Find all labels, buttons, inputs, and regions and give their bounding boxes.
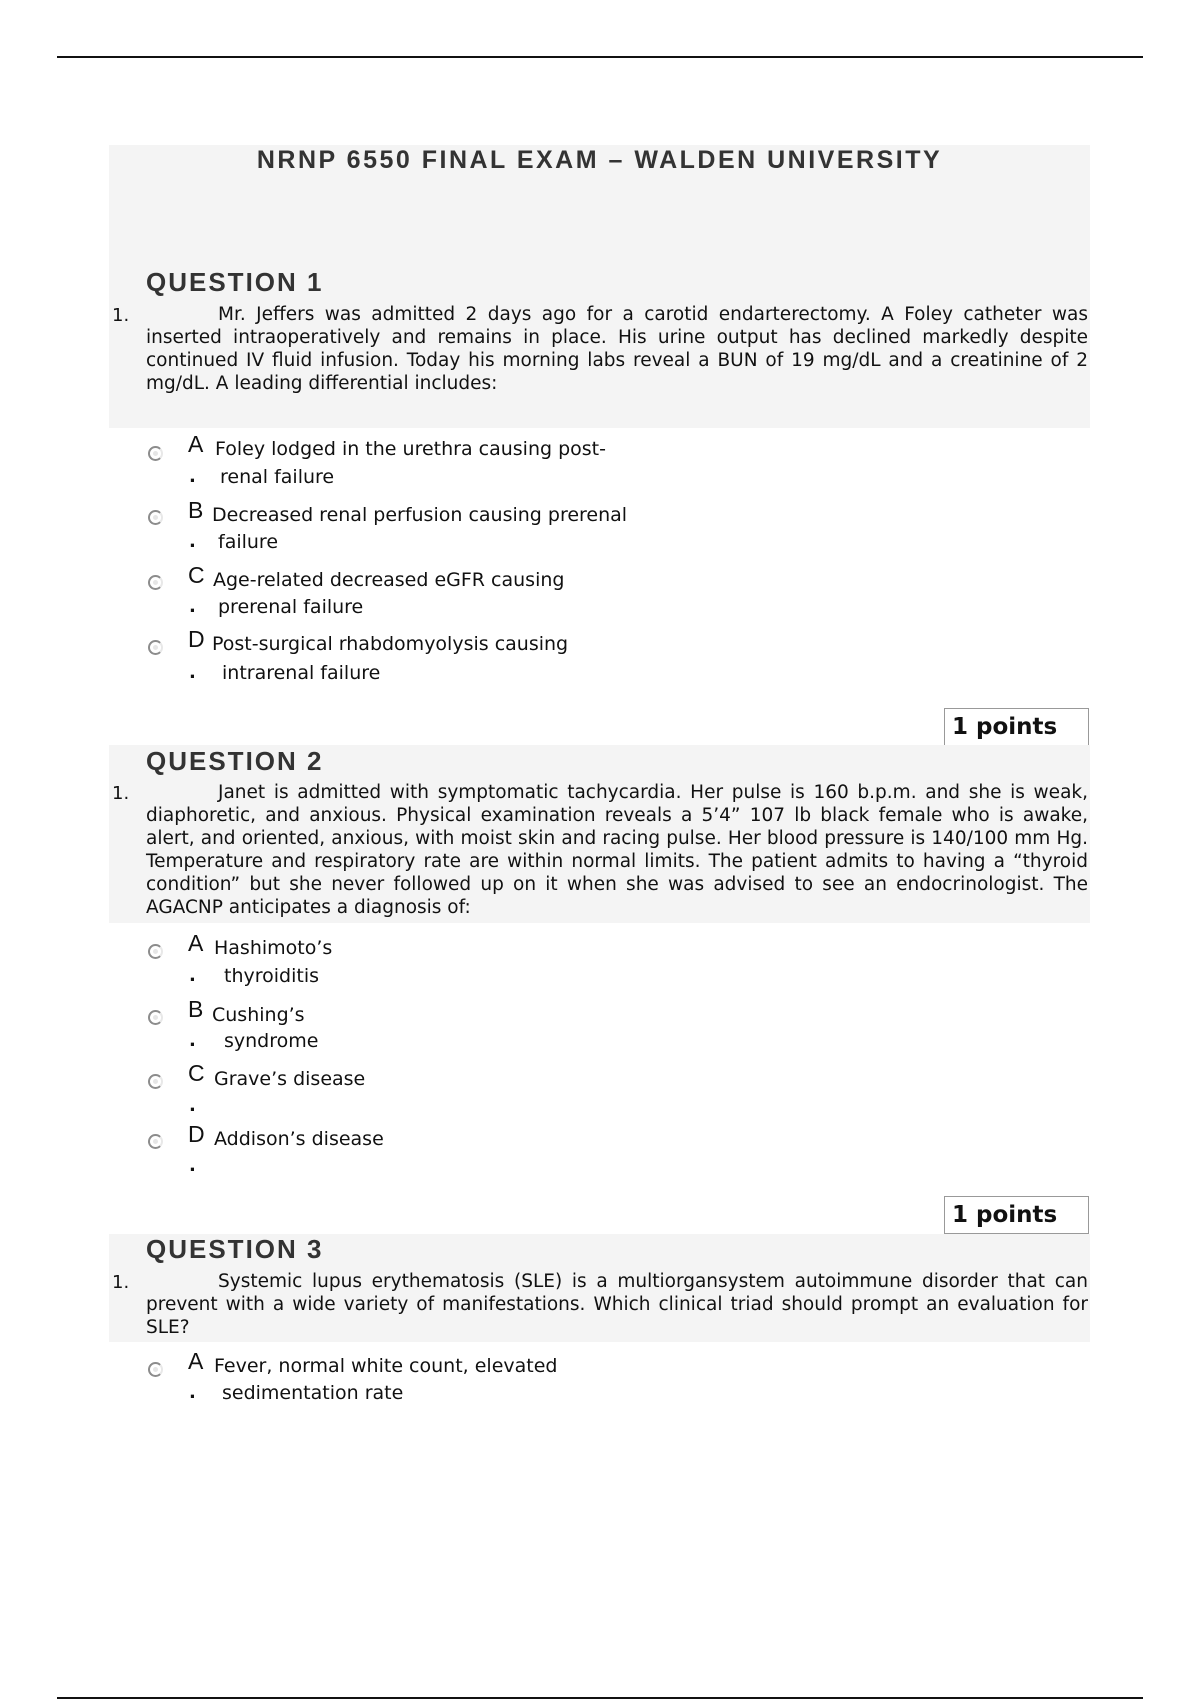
- question-2-points: 1 points: [944, 1196, 1089, 1234]
- q1-option-a-text[interactable]: Foley lodged in the urethra causing post-: [215, 438, 606, 460]
- exam-title: NRNP 6550 FINAL EXAM – WALDEN UNIVERSITY: [256, 146, 943, 174]
- q2-option-a-letter: A: [188, 930, 204, 956]
- question-3-text: Systemic lupus erythematosis (SLE) is a multiorgansystem autoimmune disorder that can prevent with a wide variety of manifestations. Which clinical triad should prompt an evaluation for SLE?: [146, 1271, 1088, 1338]
- q2-option-c-dot: .: [189, 1095, 196, 1116]
- q1-option-b-text[interactable]: Decreased renal perfusion causing prerenal: [212, 504, 628, 526]
- question-2-number: 1.: [112, 783, 130, 804]
- q2-option-b-dot: .: [189, 1030, 196, 1051]
- q2-option-d-letter: D: [188, 1121, 205, 1147]
- q2-option-d-text[interactable]: Addison’s disease: [214, 1128, 384, 1150]
- top-rule: [57, 56, 1143, 58]
- q1-option-b-dot: .: [189, 531, 196, 552]
- q2-option-b-text-2[interactable]: syndrome: [224, 1030, 319, 1052]
- q1-option-c-dot: .: [189, 596, 196, 617]
- question-1-number: 1.: [112, 305, 130, 326]
- q2-option-c-letter: C: [188, 1060, 205, 1086]
- q1-option-d-text[interactable]: Post-surgical rhabdomyolysis causing: [212, 633, 569, 655]
- q2-option-a-radio[interactable]: [148, 944, 163, 959]
- q1-option-d-radio[interactable]: [148, 640, 163, 655]
- q3-option-a-dot: .: [189, 1382, 196, 1403]
- q1-option-a-dot: .: [189, 466, 196, 487]
- q1-option-c-text[interactable]: Age-related decreased eGFR causing: [213, 569, 565, 591]
- question-1-points: 1 points: [944, 708, 1089, 746]
- q3-option-a-radio[interactable]: [148, 1362, 163, 1377]
- q1-option-a-letter: A: [188, 431, 204, 457]
- q1-option-d-letter: D: [188, 626, 205, 652]
- q1-option-b-text-2[interactable]: failure: [218, 531, 279, 553]
- q2-option-b-letter: B: [188, 996, 204, 1022]
- q2-option-d-radio[interactable]: [148, 1134, 163, 1149]
- question-3-number: 1.: [112, 1272, 130, 1293]
- q2-option-a-text[interactable]: Hashimoto’s: [214, 937, 333, 959]
- bottom-rule: [57, 1697, 1143, 1699]
- q2-option-b-radio[interactable]: [148, 1010, 163, 1025]
- q1-option-d-dot: .: [189, 662, 196, 683]
- q1-option-c-letter: C: [188, 562, 205, 588]
- q2-option-a-text-2[interactable]: thyroiditis: [224, 965, 319, 987]
- q2-option-a-dot: .: [189, 965, 196, 986]
- q1-option-b-letter: B: [188, 497, 204, 523]
- q1-option-c-radio[interactable]: [148, 575, 163, 590]
- q1-option-a-radio[interactable]: [148, 446, 163, 461]
- q1-option-b-radio[interactable]: [148, 510, 163, 525]
- q1-option-d-text-2[interactable]: intrarenal failure: [222, 662, 381, 684]
- q3-option-a-letter: A: [188, 1348, 204, 1374]
- question-1-heading: QUESTION 1: [146, 267, 324, 297]
- q3-option-a-text-2[interactable]: sedimentation rate: [222, 1382, 404, 1404]
- q1-option-c-text-2[interactable]: prerenal failure: [218, 596, 364, 618]
- question-3-heading: QUESTION 3: [146, 1234, 324, 1264]
- q2-option-c-radio[interactable]: [148, 1074, 163, 1089]
- question-1-text: Mr. Jeffers was admitted 2 days ago for a carotid endarterectomy. A Foley catheter was inserted intraoperatively and remains in place. His urine output has declined markedly despite continued IV fluid infusion. Today his morning labs reveal a BUN of 19 mg/dL and a creatinine of 2 mg/dL. A leading differential includes:: [146, 304, 1088, 394]
- question-2-heading: QUESTION 2: [146, 746, 324, 776]
- question-2-text: Janet is admitted with symptomatic tachycardia. Her pulse is 160 b.p.m. and she is weak, diaphoretic, and anxious. Physical examination reveals a 5’4” 107 lb black female who is awake, alert, and oriented, anxious, with moist skin and racing pulse. Her blood pressure is 140/100 mm Hg. Temperature and respiratory rate are within normal limits. The patient admits to having a “thyroid condition” but she never followed up on it when she was advised to see an endocrinologist. The AGACNP anticipates a diagnosis of:: [146, 782, 1088, 918]
- q1-option-a-text-2[interactable]: renal failure: [220, 466, 335, 488]
- q2-option-c-text[interactable]: Grave’s disease: [214, 1068, 366, 1090]
- q2-option-b-text[interactable]: Cushing’s: [212, 1004, 305, 1026]
- q3-option-a-text[interactable]: Fever, normal white count, elevated: [214, 1355, 558, 1377]
- q2-option-d-dot: .: [189, 1155, 196, 1176]
